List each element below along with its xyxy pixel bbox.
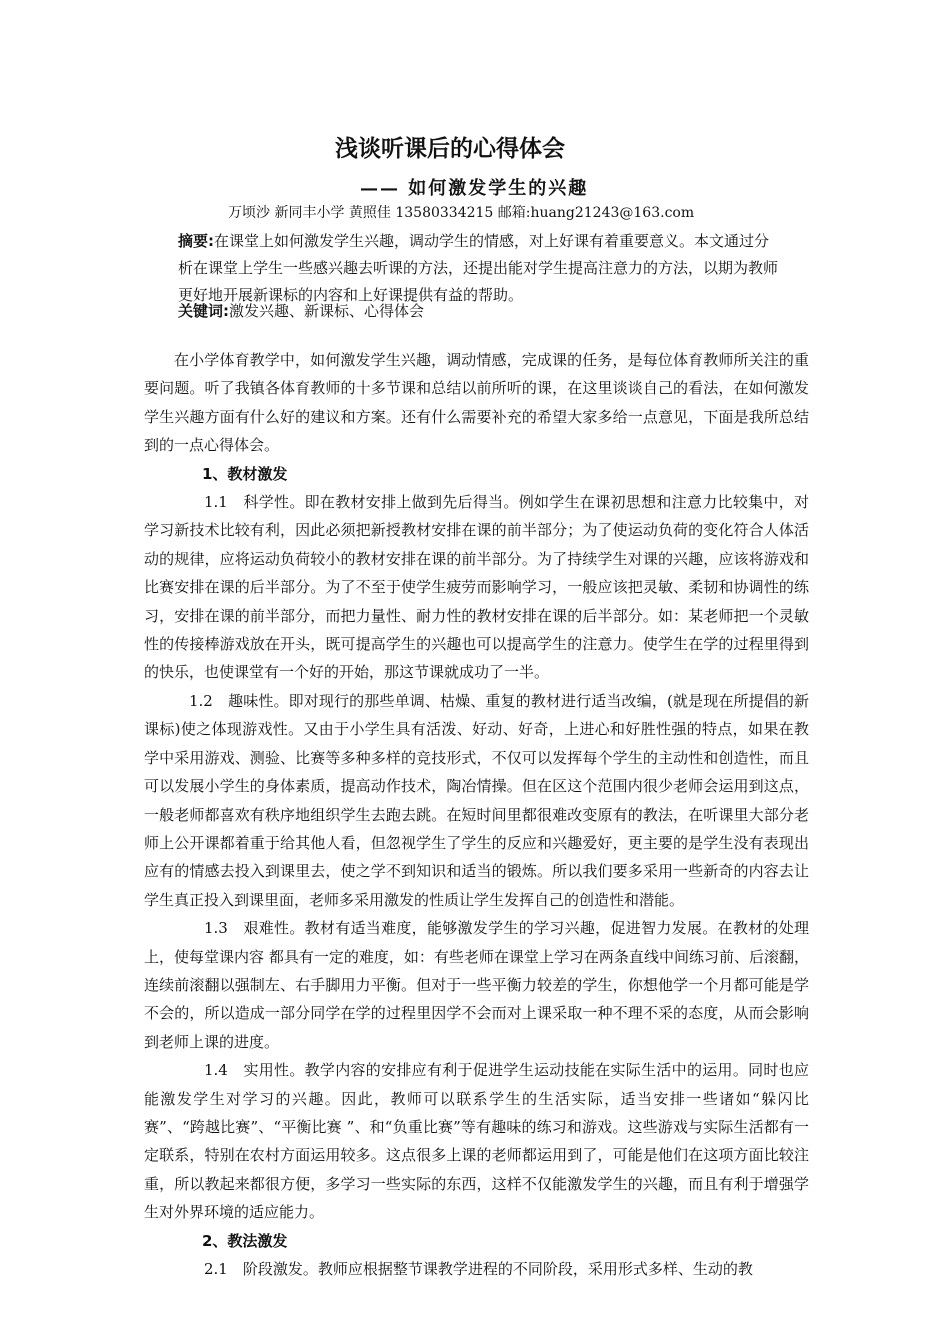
author-line: 万顷沙 新同丰小学 黄照佳 13580334215 邮箱:huang21243@163.com — [228, 205, 695, 221]
section-heading: 1、教材激发 — [202, 464, 288, 483]
document-body — [144, 346, 809, 1283]
abstract-label: 摘要: — [178, 232, 214, 250]
paragraph-1-1: 1.1 科学性。即在教材安排上做到先后得当。例如学生在课初思想和注意力比较集中，对学习新技术比较有利，因此必须把新授教材安排在课的前半部分；为了使运动负荷的变化符合人体活动的规律，应将运动负荷较小的教材安排在课的前半部分。为了持续学生对课的兴趣，应该将游戏和比赛安排在课的后半部分。为了不至于使学生疲劳而影响学习，一般应该把灵敏、柔韧和协调性的练习，安排在课的前半部分，而把力量性、耐力性的教材安排在课的后半部分。如：某老师把一个灵敏性的传接棒游戏放在开头，既可提高学生的兴趣也可以提高学生的注意力。使学生在学的过程里得到的快乐，也使课堂有一个好的开始，那这节课就成功了一半。 — [144, 493, 809, 682]
abstract-text: 在课堂上如何激发学生兴趣，调动学生的情感，对上好课有着重要意义。本文通过分析在课堂上学生一些感兴趣去听课的方法，还提出能对学生提高注意力的方法，以期为教师更好地开展新课标的内容和上好课提供有益的帮助。 — [178, 232, 779, 304]
keywords-text: 激发兴趣、新课标、心得体会 — [229, 302, 425, 320]
paragraph-2-1: 2.1 阶段激发。教师应根据整节课教学进程的不同阶段，采用形式多样、生动的教 — [204, 1260, 753, 1278]
paragraph-1-3: 1.3 艰难性。教材有适当难度，能够激发学生的学习兴趣，促进智力发展。在教材的处理上，使每堂课内容 都具有一定的难度，如：有些老师在课堂上学习在两条直线中间练习前、后滚翻，连续前滚翻以强制左、右手脚用力平衡。但对于一些平衡力较差的学生，你想他学一个月都可能是学不会的，所以造成一部分同学在学的过程里因学不会而对上课采取一种不理不采的态度，从而会影响到老师上课的进度。 — [144, 919, 809, 1051]
abstract — [178, 228, 778, 309]
document-subtitle: —— 如何激发学生的兴趣 — [360, 178, 589, 199]
section-heading: 2、教法激发 — [202, 1231, 288, 1250]
keywords-label: 关键词: — [178, 302, 229, 320]
intro-paragraph: 在小学体育教学中，如何激发学生兴趣，调动情感，完成课的任务，是每位体育教师所关注的重要问题。听了我镇各体育教师的十多节课和总结以前所听的课，在这里谈谈自己的看法，在如何激发学生兴趣方面有什么好的建议和方案。还有什么需要补充的希望大家多给一点意见，下面是我所总结到的一点心得体会。 — [144, 351, 809, 455]
paragraph-1-4: 1.4 实用性。教学内容的安排应有利于促进学生运动技能在实际生活中的运用。同时也应能激发学生对学习的兴趣。因此，教师可以联系学生的生活实际，适当安排一些诸如“躲闪比赛”、“跨越比赛”、“平衡比赛 ”、和“负重比赛”等有趣味的练习和游戏。这些游戏与实际生活都有一定联系，特别在农村方面运用较多。这点很多上课的老师都运用到了，可能是他们在这项方面比较注重，所以教起来都很方便，多学习一些实际的东西，这样不仅能激发学生的兴趣，而且有利于增强学生对外界环境的适应能力。 — [144, 1061, 809, 1222]
document-title: 浅谈听课后的心得体会 — [335, 136, 565, 162]
paragraph-1-2: 1.2 趣味性。即对现行的那些单调、枯燥、重复的教材进行适当改编，(就是现在所提倡的新课标)使之体现游戏性。又由于小学生具有活泼、好动、好奇，上进心和好胜性强的特点，如果在教学中采用游戏、测验、比赛等多种多样的竞技形式，不仅可以发挥每个学生的主动性和创造性，而且可以发展小学生的身体素质，提高动作技术，陶冶情操。但在区这个范围内很少老师会运用到这点，一般老师都喜欢有秩序地组织学生去跑去跳。在短时间里都很难改变原有的教法，在听课里大部分老师上公开课都着重于给其他人看，但忽视学生了学生的反应和兴趣爱好，更主要的是学生没有表现出应有的情感去投入到课里去，使之学不到知识和适当的锻炼。所以我们要多采用一些新奇的内容去让学生真正投入到课里面，老师多采用激发的性质让学生发挥自己的创造性和潜能。 — [144, 691, 809, 909]
keywords — [178, 300, 424, 321]
